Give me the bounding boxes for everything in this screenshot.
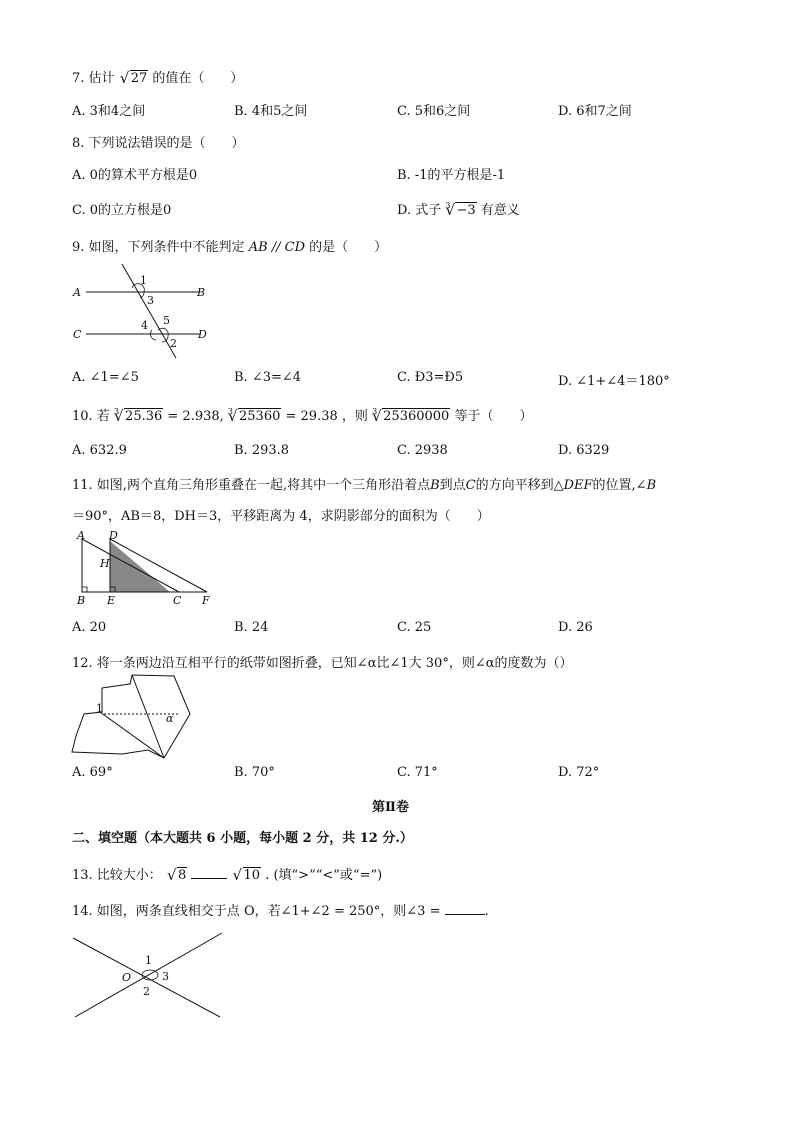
svg-text:1: 1 xyxy=(96,702,103,715)
q11-option-c[interactable]: C. 25 xyxy=(397,620,432,635)
q9-option-d[interactable]: D. ∠1+∠4＝180° xyxy=(558,374,670,389)
svg-text:3: 3 xyxy=(162,970,169,983)
q12-option-c[interactable]: C. 71° xyxy=(397,765,438,780)
q10-option-b[interactable]: B. 293.8 xyxy=(234,443,290,458)
svg-text:E: E xyxy=(107,594,116,607)
q7-option-a[interactable]: A. 3和4之间 xyxy=(72,104,146,119)
section-heading: 二、填空题（本大题共 6 小题，每小题 2 分，共 12 分.） xyxy=(72,831,413,846)
svg-text:D: D xyxy=(109,529,118,542)
q7-option-b[interactable]: B. 4和5之间 xyxy=(234,104,308,119)
q10-option-c[interactable]: C. 2938 xyxy=(397,443,448,458)
q9-option-c[interactable]: C. Ð3=Ð5 xyxy=(397,370,464,385)
q9-figure xyxy=(70,262,220,362)
angle-4-arc xyxy=(150,330,156,340)
line-2 xyxy=(75,933,222,1017)
q8-option-c[interactable]: C. 0的立方根是0 xyxy=(72,203,172,218)
q12-option-a[interactable]: A. 69° xyxy=(72,765,113,780)
svg-text:B: B xyxy=(77,594,86,607)
q9-option-b[interactable]: B. ∠3=∠4 xyxy=(234,370,302,385)
label-1: 1 xyxy=(140,274,147,287)
label-c: C xyxy=(73,328,82,341)
q12-option-b[interactable]: B. 70° xyxy=(234,765,275,780)
fold-line xyxy=(100,712,164,758)
q12-figure xyxy=(70,672,200,762)
label-b: B xyxy=(197,286,206,299)
q10-option-a[interactable]: A. 632.9 xyxy=(72,443,127,458)
angle-arc xyxy=(142,970,158,980)
svg-text:α: α xyxy=(166,712,174,725)
label-a: A xyxy=(73,286,81,299)
q7-option-c[interactable]: C. 5和6之间 xyxy=(397,104,471,119)
label-5: 5 xyxy=(163,314,170,327)
svg-text:2: 2 xyxy=(143,985,150,998)
q13-stem: 13. 比较大小： √ 8 √ 10 . (填“>”“<”或“=”) xyxy=(72,864,382,883)
label-2: 2 xyxy=(170,337,177,350)
q11-figure xyxy=(70,530,220,610)
right-angle-b xyxy=(82,587,87,592)
q8-option-b[interactable]: B. -1的平方根是-1 xyxy=(397,168,506,183)
svg-text:1: 1 xyxy=(145,954,152,967)
section-title: 第Ⅱ卷 xyxy=(372,800,409,815)
q11-option-d[interactable]: D. 26 xyxy=(558,620,593,635)
label-3: 3 xyxy=(147,294,154,307)
label-d: D xyxy=(198,328,207,341)
q11-line2: ＝90°，AB＝8，DH＝3，平移距离为 4，求阴影部分的面积为（ ） xyxy=(72,509,490,524)
label-4: 4 xyxy=(141,319,148,332)
q11-line1: 11. 如图,两个直角三角形重叠在一起,将其中一个三角形沿着点B到点C的方向平移到△DEF的位置,∠B xyxy=(72,478,657,493)
q14-answer-blank[interactable] xyxy=(445,904,485,915)
q12-stem: 12. 将一条两边沿互相平行的纸带如图折叠，已知∠α比∠1大 30°，则∠α的度数为（） xyxy=(72,656,573,671)
q8-option-a[interactable]: A. 0的算术平方根是0 xyxy=(72,168,198,183)
q11-option-b[interactable]: B. 24 xyxy=(234,620,269,635)
q14-stem: 14. 如图，两条直线相交于点 O，若∠1+∠2 = 250°，则∠3 = . xyxy=(72,904,489,919)
q14-figure xyxy=(70,928,230,1023)
q10-option-d[interactable]: D. 6329 xyxy=(558,443,610,458)
q11-option-a[interactable]: A. 20 xyxy=(72,620,107,635)
svg-text:A: A xyxy=(77,529,85,542)
q7-stem: 7. 估计 √ 27 的值在（ ） xyxy=(72,67,243,86)
q7-option-d[interactable]: D. 6和7之间 xyxy=(558,104,632,119)
sqrt-27: √ 27 xyxy=(121,71,149,86)
q9-option-a[interactable]: A. ∠1=∠5 xyxy=(72,370,139,385)
q12-option-d[interactable]: D. 72° xyxy=(558,765,600,780)
q9-stem: 9. 如图，下列条件中不能判定 AB // CD 的是（ ） xyxy=(72,240,388,255)
q13-answer-blank[interactable] xyxy=(191,868,227,879)
svg-text:H: H xyxy=(100,557,110,570)
q8-option-d[interactable]: D. 式子 $^3$√ −3 有意义 xyxy=(397,199,520,218)
q8-stem: 8. 下列说法错误的是（ ） xyxy=(72,136,245,151)
svg-text:O: O xyxy=(122,971,132,984)
svg-text:F: F xyxy=(202,594,210,607)
svg-text:C: C xyxy=(173,594,182,607)
q10-stem: 10. 若 $^3$√ 25.36 = 2.938, $^3$√ 25360 = 29.38 ，则 $^3$√ 25360000 等于（ ） xyxy=(72,405,532,424)
transversal xyxy=(122,264,176,358)
